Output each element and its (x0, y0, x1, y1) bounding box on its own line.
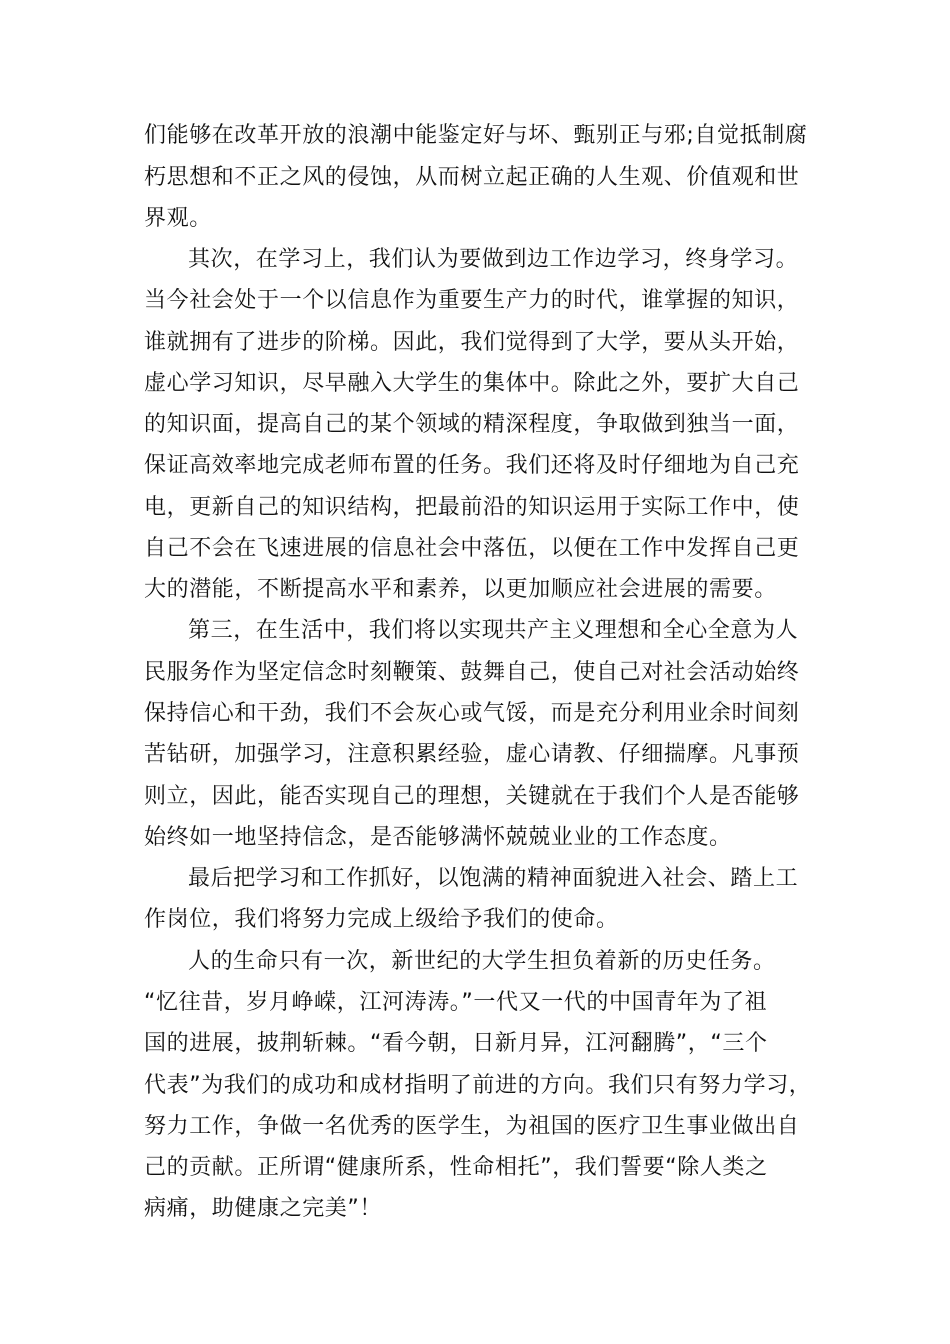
text-line: 谁就拥有了进步的阶梯。因此，我们觉得到了大学，要从头开始， (144, 330, 800, 355)
text-line: 民服务作为坚定信念时刻鞭策、鼓舞自己，使自己对社会活动始终 (144, 660, 800, 685)
text-line: 虚心学习知识，尽早融入大学生的集体中。除此之外，要扩大自己 (144, 371, 800, 396)
text-line: 努力工作，争做一名优秀的医学生，为祖国的医疗卫生事业做出自 (144, 1114, 800, 1139)
text-line: 当今社会处于一个以信息作为重要生产力的时代，谁掌握的知识， (144, 288, 800, 313)
text-line: 人的生命只有一次，新世纪的大学生担负着新的历史任务。 (188, 949, 776, 974)
text-line: 自己不会在飞速进展的信息社会中落伍，以便在工作中发挥自己更 (144, 536, 800, 561)
text-line: 代表”为我们的成功和成材指明了前进的方向。我们只有努力学习， (144, 1073, 812, 1098)
text-line: 界观。 (144, 206, 212, 231)
text-line: 病痛，助健康之完美”！ (144, 1196, 382, 1221)
text-line: 们能够在改革开放的浪潮中能鉴定好与坏、甄别正与邪;自觉抵制腐 (144, 123, 808, 148)
text-line: “忆往昔，岁月峥嵘，江河涛涛。”一代又一代的中国青年为了祖 (144, 990, 768, 1015)
text-line: 最后把学习和工作抓好，以饱满的精神面貌进入社会、踏上工 (188, 866, 799, 891)
text-line: 其次，在学习上，我们认为要做到边工作边学习，终身学习。 (188, 247, 799, 272)
text-line: 苦钻研，加强学习，注意积累经验，虚心请教、仔细揣摩。凡事预 (144, 742, 800, 767)
text-line: 则立，因此，能否实现自己的理想，关键就在于我们个人是否能够 (144, 784, 800, 809)
text-line: 保持信心和干劲，我们不会灰心或气馁，而是充分利用业余时间刻 (144, 701, 800, 726)
text-line: 己的贡献。正所谓“健康所系，性命相托”，我们誓要“除人类之 (144, 1155, 768, 1180)
text-line: 第三，在生活中，我们将以实现共产主义理想和全心全意为人 (188, 618, 799, 643)
text-line: 始终如一地坚持信念，是否能够满怀兢兢业业的工作态度。 (144, 825, 732, 850)
text-line: 朽思想和不正之风的侵蚀，从而树立起正确的人生观、价值观和世 (144, 165, 800, 190)
text-line: 保证高效率地完成老师布置的任务。我们还将及时仔细地为自己充 (144, 453, 800, 478)
text-line: 大的潜能，不断提高水平和素养，以更加顺应社会进展的需要。 (144, 577, 777, 602)
text-line: 电，更新自己的知识结构，把最前沿的知识运用于实际工作中，使 (144, 495, 800, 520)
text-line: 的知识面，提高自己的某个领域的精深程度，争取做到独当一面， (144, 412, 800, 437)
text-line: 作岗位，我们将努力完成上级给予我们的使命。 (144, 907, 619, 932)
text-line: 国的进展，披荆斩棘。“看今朝，日新月异，江河翻腾”，“三个 (144, 1031, 768, 1056)
